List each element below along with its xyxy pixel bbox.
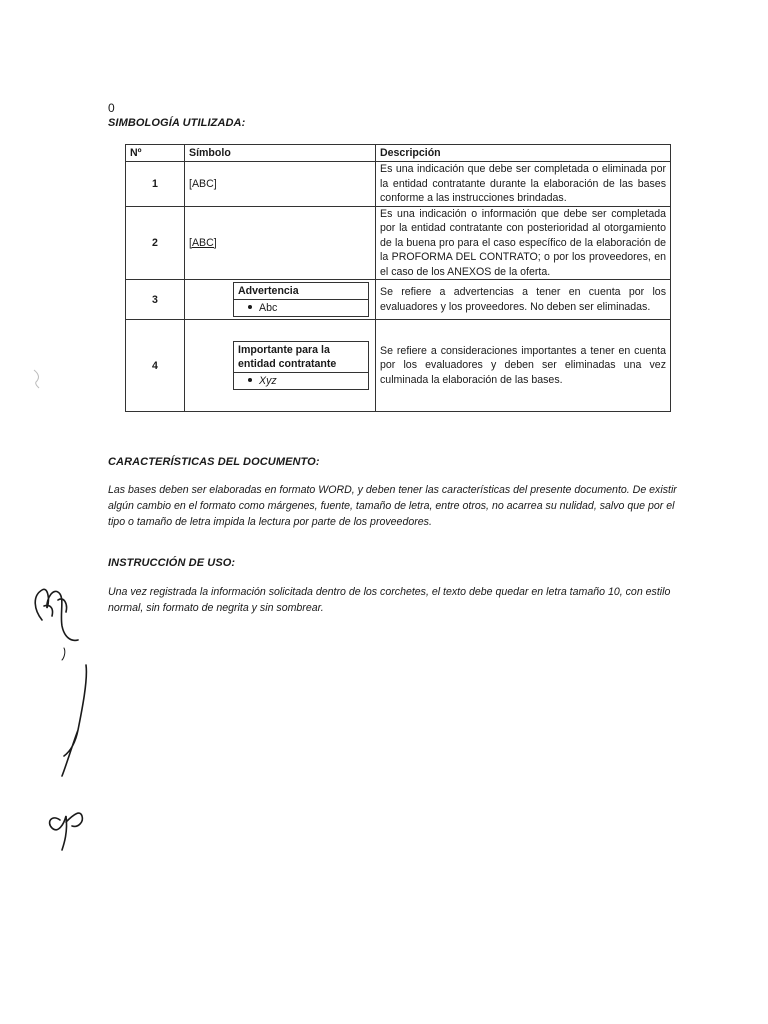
row-description: Se refiere a consideraciones importantes a tener en cuenta por los evaluadores y deben ser eliminadas una vez culminada la elaboración de las bases. <box>376 320 671 412</box>
margin-mark-icon <box>30 368 46 390</box>
table-row <box>126 280 671 320</box>
row-description: Es una indicación que debe ser completada o eliminada por la entidad contratante durante la elaboración de las bases conforme a las instrucciones brindadas. <box>376 162 671 207</box>
bullet-icon <box>248 378 252 382</box>
table-row <box>126 162 671 207</box>
row-description: Es una indicación o información que debe ser completada por la entidad contratante con posterioridad al otorgamiento de la buena pro para el caso específico de la elaboración de la PROFORMA DEL CONTRATO; o por los proveedores, en el caso de los ANEXOS de la oferta. <box>376 206 671 280</box>
advertencia-title: Advertencia <box>234 283 368 300</box>
bullet-icon <box>248 305 252 309</box>
characteristics-heading: CARACTERÍSTICAS DEL DOCUMENTO: <box>108 456 320 468</box>
characteristics-paragraph: Las bases deben ser elaboradas en formato WORD, y deben tener las características del presente documento. De existir algún cambio en el formato como márgenes, fuente, tamaño de letra, entre otros, no acarrea su nulidad, salvo que por el tipo o tamaño de letra impida la lectura por parte de los proveedores. <box>108 484 677 528</box>
instructions-heading: INSTRUCCIÓN DE USO: <box>108 557 236 569</box>
importante-item-text: Xyz <box>259 375 277 387</box>
advertencia-item-text: Abc <box>259 302 278 314</box>
importante-item <box>234 373 368 389</box>
row-num: 1 <box>126 162 185 207</box>
symbology-table <box>125 144 671 412</box>
importante-title: Importante para la entidad contratante <box>234 342 368 373</box>
row-symbol-box <box>185 280 376 320</box>
handwritten-signatures-icon <box>20 570 120 870</box>
row-symbol: [ABC] <box>185 162 376 207</box>
advertencia-box <box>233 282 369 317</box>
symbology-heading: SIMBOLOGÍA UTILIZADA: <box>108 117 246 129</box>
column-header-symbol: Símbolo <box>185 145 376 162</box>
row-description: Se refiere a advertencias a tener en cuenta por los evaluadores y los proveedores. No deben ser eliminadas. <box>376 280 671 320</box>
table-row <box>126 206 671 280</box>
row-num: 3 <box>126 280 185 320</box>
table-header-row <box>126 145 671 162</box>
instructions-paragraph: Una vez registrada la información solicitada dentro de los corchetes, el texto debe quedar en letra tamaño 10, con estilo normal, sin formato de negrita y sin sombrear. <box>108 586 671 614</box>
row-symbol-underlined: [ABC] <box>185 206 376 280</box>
column-header-description: Descripción <box>376 145 671 162</box>
column-header-num: Nº <box>126 145 185 162</box>
page-number: 0 <box>108 101 115 115</box>
row-num: 2 <box>126 206 185 280</box>
advertencia-item <box>234 300 368 316</box>
row-symbol-box <box>185 320 376 412</box>
table-row <box>126 320 671 412</box>
importante-box <box>233 341 369 390</box>
row-num: 4 <box>126 320 185 412</box>
